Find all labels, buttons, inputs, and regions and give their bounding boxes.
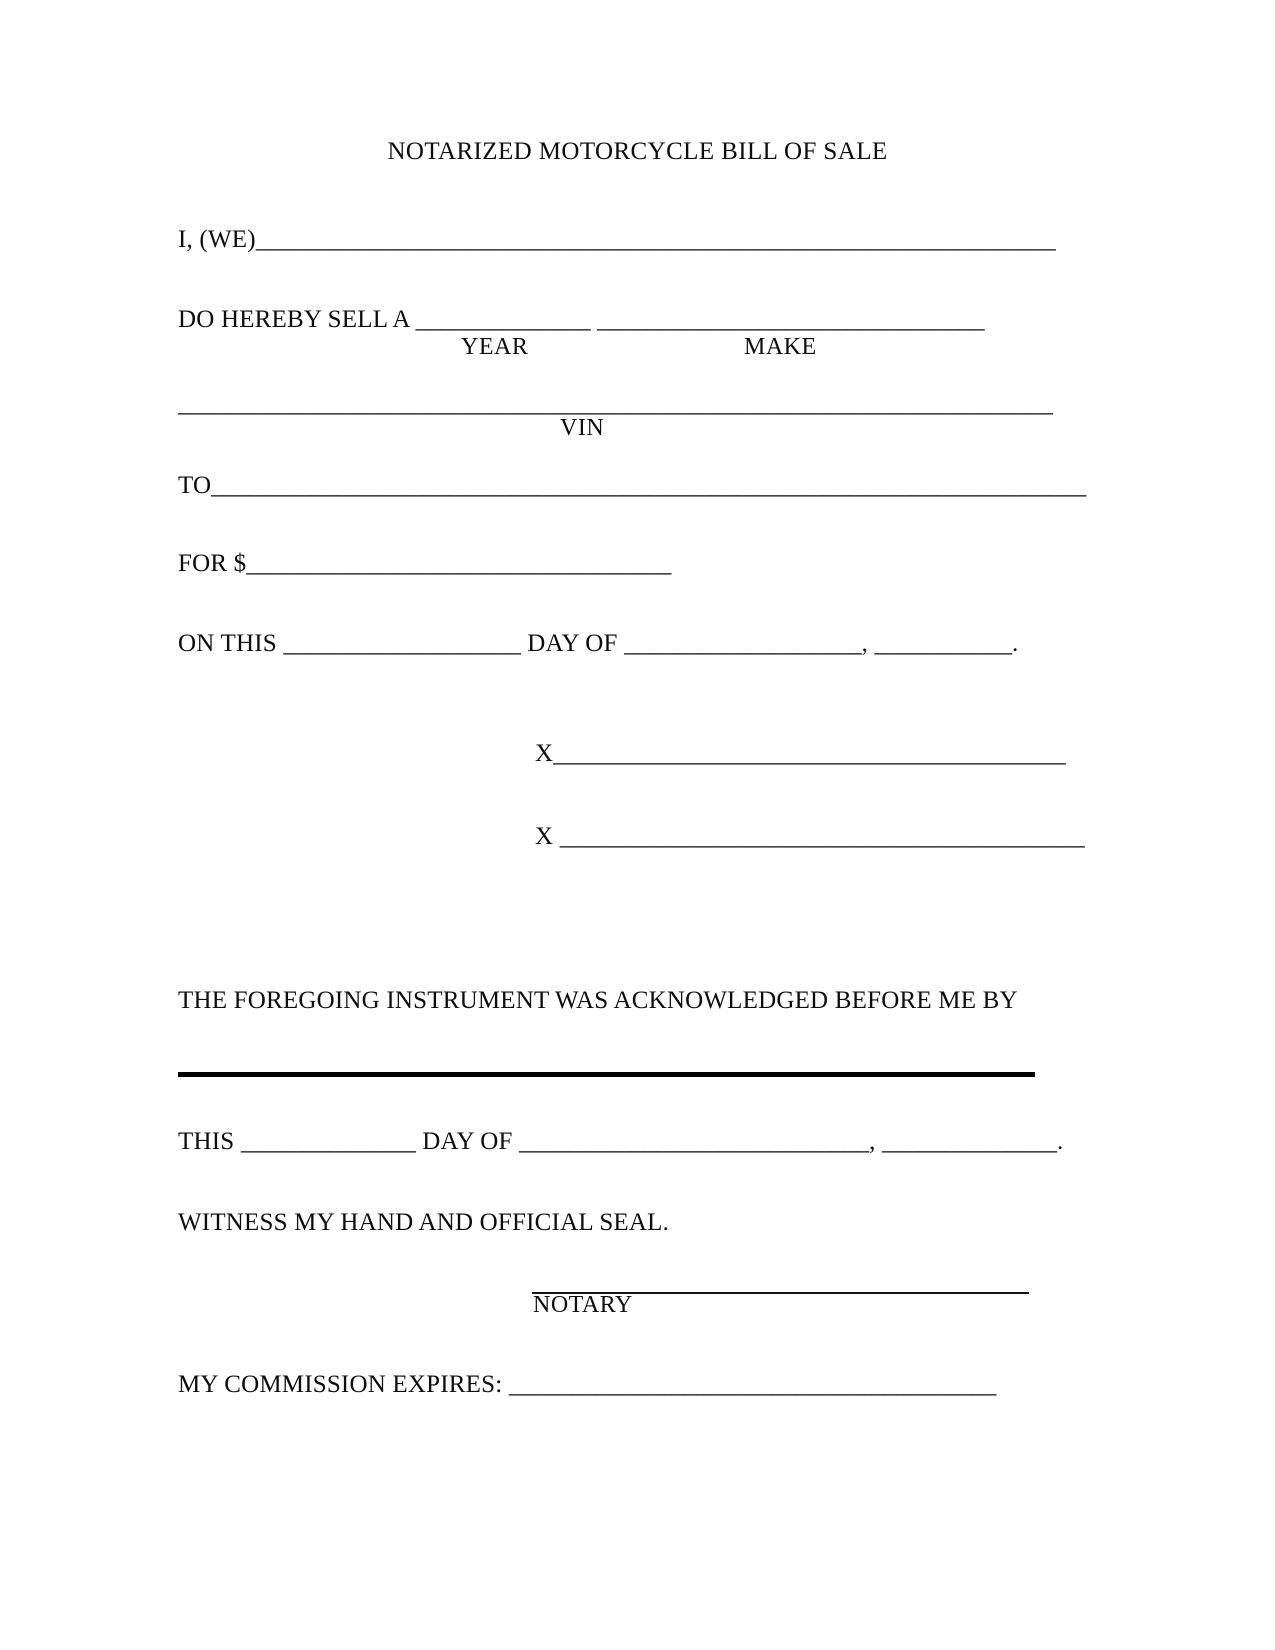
seller-name-input[interactable]: ________________________________________________________________ bbox=[255, 226, 1056, 253]
year-input[interactable]: ______________ bbox=[415, 306, 591, 333]
make-caption: MAKE bbox=[744, 334, 817, 360]
page-title: NOTARIZED MOTORCYCLE BILL OF SALE bbox=[387, 138, 888, 165]
notary-day-of-label: DAY OF bbox=[422, 1128, 513, 1155]
commission-expires-row bbox=[178, 1371, 996, 1399]
seller-name-row bbox=[178, 226, 1056, 254]
signature-input-1[interactable]: _________________________________________ bbox=[553, 740, 1066, 767]
notary-this-label: THIS bbox=[178, 1128, 235, 1155]
acknowledgment-text: THE FOREGOING INSTRUMENT WAS ACKNOWLEDGED BEFORE ME BY bbox=[178, 987, 1018, 1014]
notary-date-period: . bbox=[1056, 1128, 1064, 1155]
acknowledgment-divider bbox=[178, 1072, 1035, 1077]
buyer-name-row bbox=[178, 472, 1086, 500]
vin-row bbox=[178, 390, 1053, 418]
sale-day-input[interactable]: ___________________ bbox=[283, 630, 521, 657]
make-input[interactable]: _______________________________ bbox=[597, 306, 985, 333]
vin-caption: VIN bbox=[560, 415, 605, 441]
notary-date-row bbox=[178, 1128, 1063, 1156]
notary-day-input[interactable]: ______________ bbox=[240, 1128, 416, 1155]
sell-label: DO HEREBY SELL A bbox=[178, 306, 410, 333]
signature-row-2 bbox=[535, 823, 1085, 851]
sale-date-row bbox=[178, 630, 1018, 658]
sale-month-input[interactable]: ___________________ bbox=[624, 630, 862, 657]
signature-mark-1: X bbox=[535, 740, 554, 767]
notary-year-input[interactable]: ______________ bbox=[881, 1128, 1057, 1155]
commission-label: MY COMMISSION EXPIRES: bbox=[178, 1371, 503, 1398]
date-period: . bbox=[1012, 630, 1019, 657]
notary-caption: NOTARY bbox=[533, 1292, 633, 1318]
vehicle-year-make-row bbox=[178, 306, 985, 334]
year-caption: YEAR bbox=[461, 334, 529, 360]
signature-input-2[interactable]: __________________________________________ bbox=[559, 823, 1085, 850]
vin-input[interactable]: ______________________________________________________________________ bbox=[178, 390, 1053, 417]
to-label: TO bbox=[178, 472, 212, 499]
date-comma: , bbox=[861, 630, 869, 657]
price-row bbox=[178, 550, 671, 578]
notary-date-comma: , bbox=[869, 1128, 876, 1155]
buyer-name-input[interactable]: ______________________________________________________________________ bbox=[211, 472, 1087, 499]
price-label: FOR $ bbox=[178, 550, 247, 577]
i-we-label: I, (WE) bbox=[178, 226, 256, 253]
witness-text: WITNESS MY HAND AND OFFICIAL SEAL. bbox=[178, 1209, 670, 1236]
sale-year-input[interactable]: ___________ bbox=[874, 630, 1012, 657]
on-this-label: ON THIS bbox=[178, 630, 277, 657]
price-input[interactable]: __________________________________ bbox=[246, 550, 672, 577]
signature-mark-2: X bbox=[535, 823, 554, 850]
day-of-label: DAY OF bbox=[527, 630, 618, 657]
commission-expires-input[interactable]: _______________________________________ bbox=[508, 1371, 997, 1398]
notary-month-input[interactable]: ____________________________ bbox=[519, 1128, 870, 1155]
signature-row-1 bbox=[535, 740, 1066, 768]
